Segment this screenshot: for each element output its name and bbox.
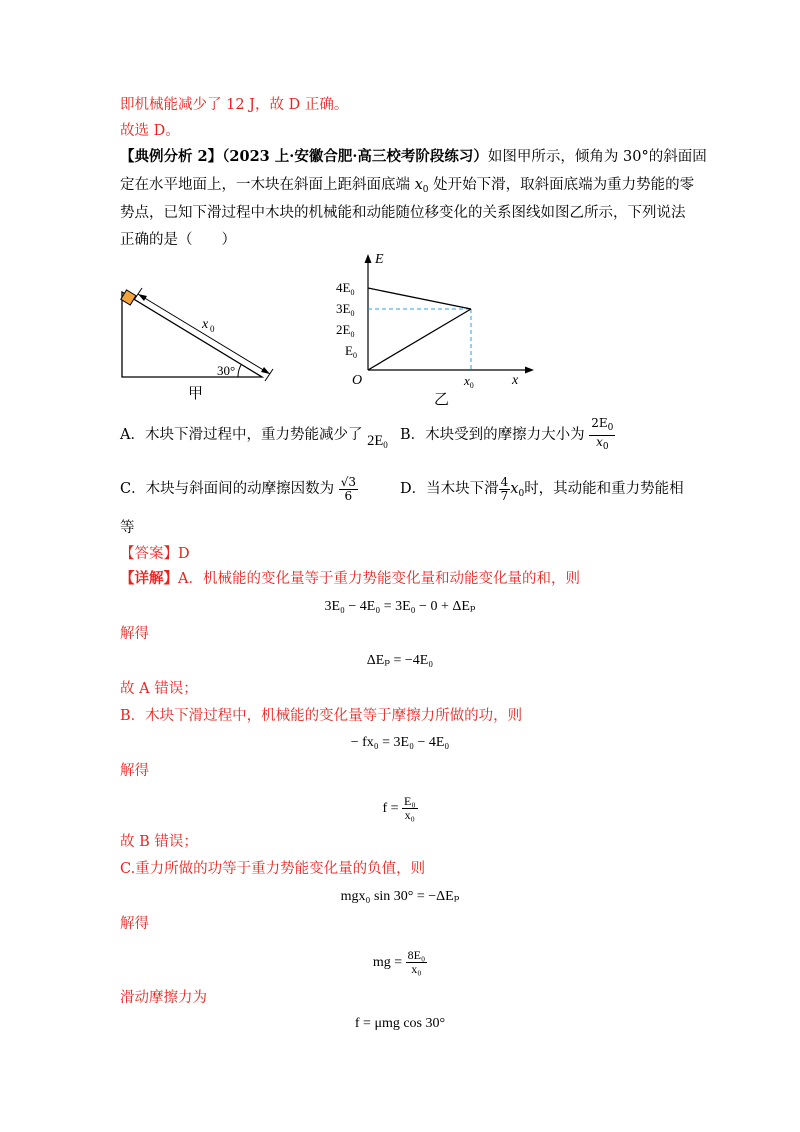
tick-top (134, 288, 142, 300)
caption-jia: 甲 (188, 386, 204, 402)
length-label: x (202, 317, 209, 332)
detail-tag: 【详解】 (120, 570, 178, 587)
option-b (400, 416, 615, 454)
equation-2: ΔEₚ = −4E₀ (366, 653, 434, 668)
figure-yi (330, 248, 540, 408)
problem-tag: 【典例分析 2】 (120, 148, 223, 165)
intro-line-1: 即机械能减少了 12 J，故 D 正确。 (120, 97, 349, 113)
equation-7: f = μmg cos 30° (354, 1016, 446, 1031)
arrow-head-bottom (261, 367, 270, 374)
friction-label: 滑动摩擦力为 (120, 990, 207, 1006)
option-b-text: B．木块受到的摩擦力大小为 (400, 427, 585, 443)
length-arrow (138, 294, 270, 374)
option-a: A．木块下滑过程中，重力势能减少了 $2E_0$ (120, 427, 388, 450)
slope-triangle (122, 292, 262, 377)
equation-5: mgx₀ sin 30° = −ΔEₚ (340, 889, 460, 904)
problem-text-2b: 处开始下滑，取斜面底端为重力势能的零 (428, 177, 695, 193)
intro-line-2: 故选 D。 (120, 123, 180, 139)
option-d-text-1: D．当木块下滑 (400, 481, 499, 497)
detail-a-text: A．机械能的变化量等于重力势能变化量和动能变化量的和，则 (178, 571, 580, 587)
mechanical-energy-line (368, 288, 471, 309)
jiede-3: 解得 (120, 916, 149, 932)
detail-c: C.重力所做的功等于重力势能变化量的负值，则 (120, 861, 426, 877)
y-arrow (365, 254, 372, 263)
option-d-fraction: $\frac{4}{7}$ (500, 474, 509, 503)
figure-jia (110, 280, 290, 410)
jiede-2: 解得 (120, 763, 149, 779)
angle-arc (238, 365, 241, 377)
kinetic-energy-line (368, 309, 471, 370)
option-d-cont: 等 (120, 520, 135, 536)
equation-4: f = $\frac{\text{E₀}}{\text{x₀}}$ (382, 794, 416, 823)
option-d-text-2: 时，其动能和重力势能相 (524, 481, 684, 497)
option-c (120, 470, 358, 508)
x-axis-label: x (512, 373, 519, 388)
option-d: D．当木块下滑 $\frac{4}{7}$ $x_0$时，其动能和重力势能相 (400, 474, 684, 503)
option-c-text: C．木块与斜面间的动摩擦因数为 (120, 481, 335, 497)
angle-label: 30° (217, 363, 236, 378)
problem-line-2: 定在水平地面上，一木块在斜面上距斜面底端 $x_0$ 处开始下滑，取斜面底端为重力势能的零 (120, 177, 695, 195)
length-sub: 0 (210, 324, 215, 334)
a-wrong: 故 A 错误； (120, 681, 198, 697)
b-wrong: 故 B 错误； (120, 834, 198, 850)
equation-1: 3E₀ − 4E₀ = 3E₀ − 0 + ΔEₚ (324, 599, 476, 614)
equation-3: − fx₀ = 3E₀ − 4E₀ (350, 735, 450, 750)
option-b-fraction: $\frac{2E_0}{x_0}$ (591, 415, 614, 452)
problem-line-4: 正确的是（ ） (120, 232, 236, 248)
tick-4e0: $4E_0$ (336, 280, 355, 297)
x-arrow (525, 367, 534, 374)
caption-yi: 乙 (434, 392, 450, 408)
origin-label: O (352, 373, 363, 388)
problem-line-1 (120, 147, 707, 167)
equation-6: mg = $\frac{\text{8E₀}}{\text{x₀}}$ (372, 948, 426, 977)
y-axis-label: E (375, 252, 384, 267)
x0-tick: $x_0$ (464, 373, 474, 390)
tick-2e0: $2E_0$ (336, 322, 355, 339)
tick-3e0: $3E_0$ (336, 301, 355, 318)
jiede-1: 解得 (120, 626, 149, 642)
detail-a (120, 569, 580, 589)
problem-text-2a: 定在水平地面上，一木块在斜面上距斜面底端 (120, 177, 415, 193)
tick-e0: $E_0$ (345, 343, 357, 360)
problem-text-1: 如图甲所示，倾角为 30°的斜面固 (487, 149, 707, 165)
arrow-head-top (138, 294, 147, 301)
option-c-fraction: $\frac{√3}{6}$ (340, 474, 356, 503)
problem-line-3: 势点，已知下滑过程中木块的机械能和动能随位移变化的关系图线如图乙所示，下列说法 (120, 205, 686, 221)
option-a-value: 2E (367, 433, 384, 449)
answer-label: 【答案】D (120, 546, 190, 562)
option-a-text: A．木块下滑过程中，重力势能减少了 (120, 427, 363, 443)
problem-source: （2023 上·安徽合肥·高三校考阶段练习） (222, 148, 488, 165)
detail-b: B．木块下滑过程中，机械能的变化量等于摩擦力所做的功，则 (120, 708, 523, 724)
